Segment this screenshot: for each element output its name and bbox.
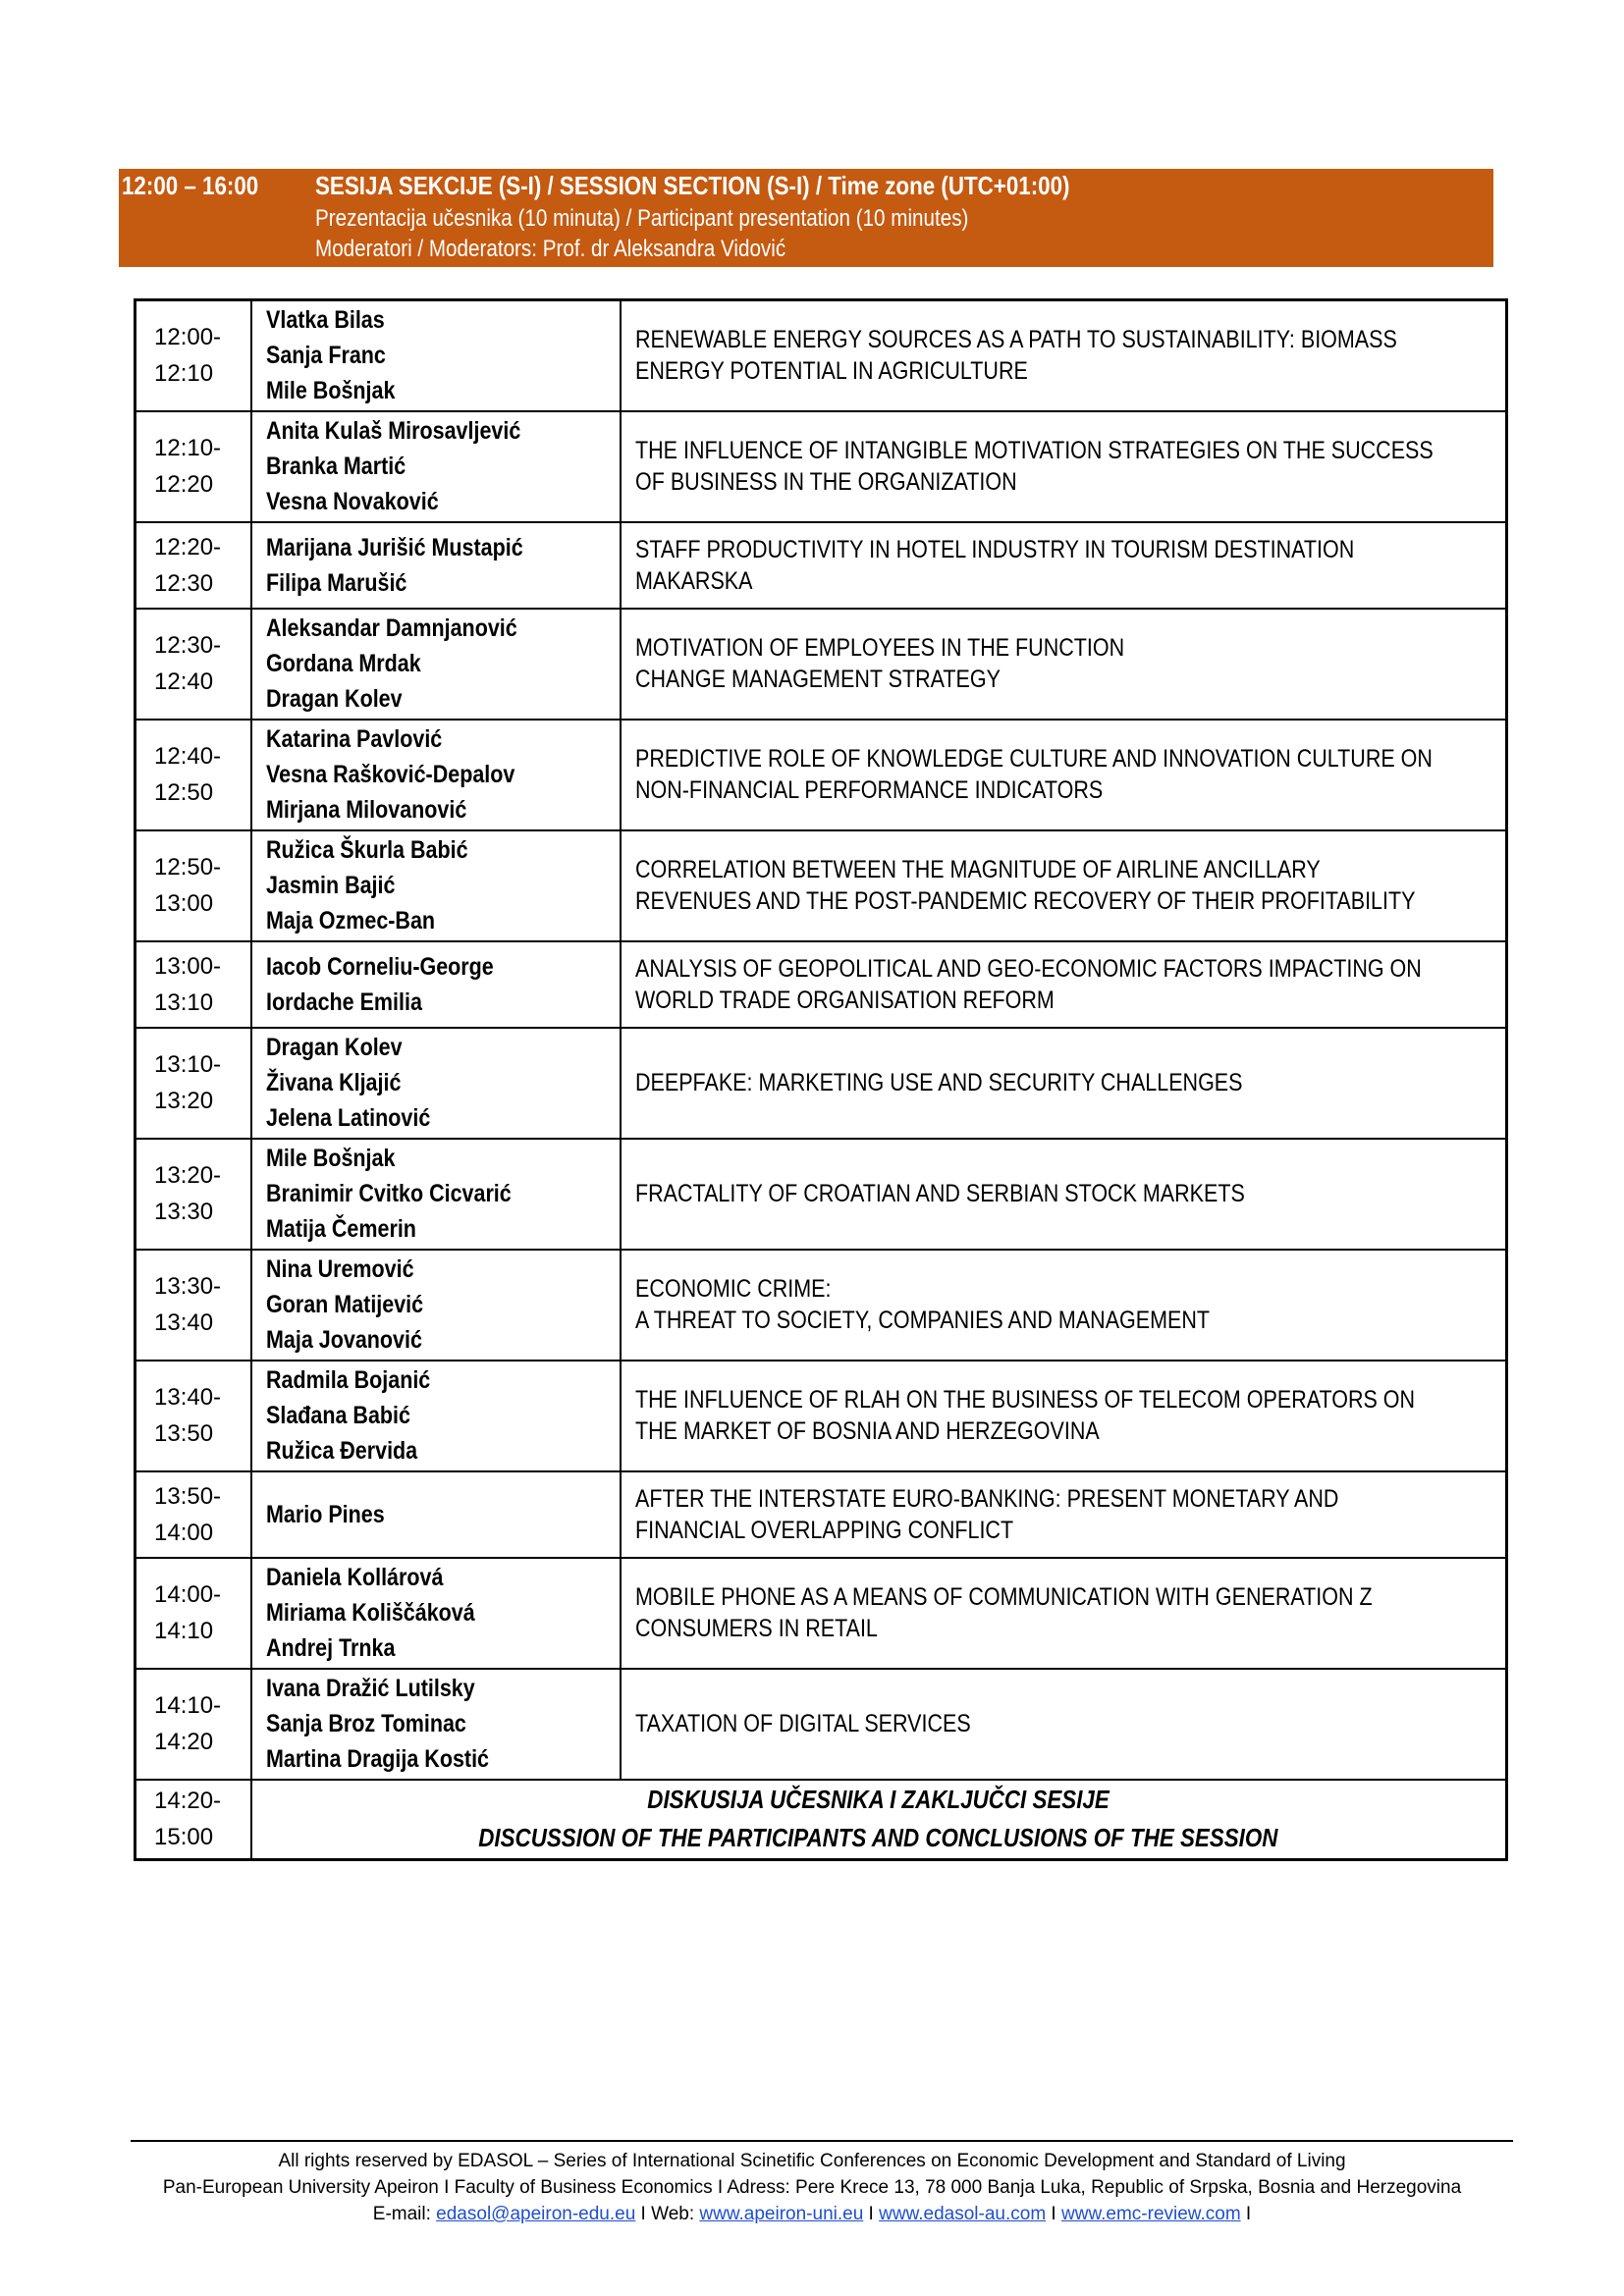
discussion-title-english: DISCUSSION OF THE PARTICIPANTS AND CONCLUSIONS OF THE SESSION	[478, 1823, 1278, 1853]
session-subtitle: Prezentacija učesnika (10 minuta) / Participant presentation (10 minutes)	[315, 205, 969, 232]
time-cell	[135, 1139, 251, 1250]
paper-title-cell	[621, 1028, 1507, 1139]
footer-separator: I	[863, 2204, 880, 2224]
paper-title-line: REVENUES AND THE POST-PANDEMIC RECOVERY OF THEIR PROFITABILITY	[634, 887, 1415, 915]
authors-cell	[251, 720, 621, 830]
author-name: Anita Kulaš Mirosavljević	[265, 417, 520, 445]
time-cell	[135, 1558, 251, 1669]
time-start: 12:40-	[154, 743, 222, 770]
authors-cell	[251, 522, 621, 609]
paper-title-cell	[621, 411, 1507, 522]
paper-title-line: A THREAT TO SOCIETY, COMPANIES AND MANAGEMENT	[634, 1307, 1210, 1334]
time-cell	[135, 720, 251, 830]
paper-title-cell	[621, 1361, 1507, 1471]
author-name: Daniela Kollárová	[265, 1564, 443, 1591]
paper-title-cell	[621, 522, 1507, 609]
schedule-row	[135, 1139, 1507, 1250]
paper-title-line: NON-FINANCIAL PERFORMANCE INDICATORS	[634, 776, 1103, 804]
time-start: 14:00-	[154, 1581, 222, 1608]
time-cell	[135, 1361, 251, 1471]
paper-title-line: FINANCIAL OVERLAPPING CONFLICT	[634, 1516, 1013, 1544]
author-name: Živana Kljajić	[265, 1069, 401, 1096]
footer-separator: I	[1240, 2204, 1252, 2224]
author-name: Ružica Đervida	[265, 1437, 417, 1465]
authors-cell	[251, 300, 621, 411]
discussion-row	[135, 1780, 1507, 1860]
paper-title-line: FRACTALITY OF CROATIAN AND SERBIAN STOCK MARKETS	[634, 1180, 1245, 1207]
authors-cell	[251, 830, 621, 941]
time-cell	[135, 1028, 251, 1139]
footer-separator: I	[1046, 2204, 1061, 2224]
time-start: 12:30-	[154, 632, 222, 659]
author-name: Ružica Škurla Babić	[265, 836, 468, 864]
author-name: Mile Bošnjak	[265, 377, 395, 405]
session-header	[119, 169, 1493, 267]
paper-title-line: ANALYSIS OF GEOPOLITICAL AND GEO-ECONOMIC FACTORS IMPACTING ON	[634, 954, 1422, 983]
time-end: 15:00	[154, 1824, 214, 1851]
time-cell	[135, 411, 251, 522]
time-cell	[135, 609, 251, 720]
paper-title-cell	[621, 609, 1507, 720]
time-start: 12:00-	[154, 324, 222, 351]
author-name: Vesna Novaković	[265, 488, 439, 515]
paper-title-cell	[621, 830, 1507, 941]
paper-title-line: DEEPFAKE: MARKETING USE AND SECURITY CHALLENGES	[634, 1069, 1242, 1096]
author-name: Sanja Broz Tominac	[265, 1710, 466, 1737]
time-end: 14:10	[154, 1618, 214, 1644]
time-end: 14:20	[154, 1729, 214, 1755]
author-name: Slađana Babić	[265, 1402, 410, 1429]
discussion-title-local: DISKUSIJA UČESNIKA I ZAKLJUČCI SESIJE	[647, 1785, 1110, 1815]
author-name: Matija Čemerin	[265, 1215, 416, 1243]
author-name: Aleksandar Damnjanović	[265, 614, 517, 642]
author-name: Goran Matijević	[265, 1291, 423, 1318]
paper-title-line: CHANGE MANAGEMENT STRATEGY	[634, 666, 1001, 693]
author-name: Radmila Bojanić	[265, 1366, 430, 1394]
author-name: Jelena Latinović	[265, 1104, 430, 1132]
paper-title-cell	[621, 941, 1507, 1028]
time-cell	[135, 941, 251, 1028]
time-end: 13:00	[154, 890, 214, 917]
author-name: Martina Dragija Kostić	[265, 1745, 489, 1773]
author-name: Filipa Marušić	[265, 568, 406, 597]
time-cell	[135, 830, 251, 941]
time-end: 13:30	[154, 1199, 214, 1225]
authors-cell	[251, 411, 621, 522]
paper-title-line: CONSUMERS IN RETAIL	[634, 1615, 878, 1642]
authors-cell	[251, 1139, 621, 1250]
time-end: 13:10	[154, 988, 214, 1016]
paper-title-line: THE MARKET OF BOSNIA AND HERZEGOVINA	[634, 1417, 1100, 1445]
paper-title-cell	[621, 1669, 1507, 1780]
paper-title-line: THE INFLUENCE OF RLAH ON THE BUSINESS OF TELECOM OPERATORS ON	[634, 1386, 1415, 1414]
author-name: Branimir Cvitko Cicvarić	[265, 1180, 512, 1207]
time-end: 12:40	[154, 668, 214, 695]
paper-title-line: AFTER THE INTERSTATE EURO-BANKING: PRESENT MONETARY AND	[634, 1484, 1338, 1513]
time-start: 13:20-	[154, 1162, 222, 1189]
time-end: 12:10	[154, 360, 214, 388]
paper-title-line: MAKARSKA	[634, 566, 752, 595]
author-name: Mile Bošnjak	[265, 1145, 395, 1172]
schedule-row	[135, 1669, 1507, 1780]
time-end: 14:00	[154, 1519, 214, 1546]
paper-title-line: OF BUSINESS IN THE ORGANIZATION	[634, 468, 1017, 496]
schedule-row	[135, 1028, 1507, 1139]
footer	[0, 2148, 1624, 2227]
paper-title-line: ECONOMIC CRIME:	[634, 1275, 831, 1303]
time-start: 13:00-	[154, 952, 222, 980]
author-name: Vlatka Bilas	[265, 306, 385, 335]
time-start: 12:10-	[154, 435, 222, 461]
footer-divider	[131, 2140, 1513, 2142]
footer-address: Pan-European University Apeiron I Faculty of Business Economics I Adress: Pere Krece 13, 78 000 Banja Luka, Republic of Srpska, Bosnia and Herzegovina	[162, 2177, 1462, 2198]
paper-title-cell	[621, 1250, 1507, 1361]
authors-cell	[251, 609, 621, 720]
author-name: Iacob Corneliu-George	[265, 952, 494, 981]
time-cell	[135, 1669, 251, 1780]
time-end: 12:20	[154, 471, 214, 498]
author-name: Dragan Kolev	[265, 1034, 403, 1061]
time-start: 13:30-	[154, 1273, 222, 1300]
paper-title-line: STAFF PRODUCTIVITY IN HOTEL INDUSTRY IN TOURISM DESTINATION	[634, 535, 1354, 563]
author-name: Andrej Trnka	[265, 1634, 395, 1662]
time-end: 13:50	[154, 1420, 214, 1447]
time-cell	[135, 1780, 251, 1860]
schedule-row	[135, 1250, 1507, 1361]
time-cell	[135, 300, 251, 411]
schedule-row	[135, 300, 1507, 411]
authors-cell	[251, 941, 621, 1028]
time-start: 14:10-	[154, 1692, 222, 1719]
email-label: E-mail:	[372, 2204, 437, 2224]
time-start: 14:20-	[154, 1788, 222, 1815]
schedule-row	[135, 830, 1507, 941]
paper-title-line: TAXATION OF DIGITAL SERVICES	[634, 1710, 971, 1737]
paper-title-line: ENERGY POTENTIAL IN AGRICULTURE	[634, 357, 1028, 386]
time-cell	[135, 522, 251, 609]
time-cell	[135, 1471, 251, 1558]
author-name: Nina Uremović	[265, 1255, 414, 1283]
author-name: Miriama Koliščáková	[265, 1599, 475, 1627]
paper-title-cell	[621, 720, 1507, 830]
time-cell	[135, 1250, 251, 1361]
authors-cell	[251, 1361, 621, 1471]
authors-cell	[251, 1028, 621, 1139]
email-link[interactable]: edasol@apeiron-edu.eu	[436, 2204, 636, 2224]
paper-title-line: THE INFLUENCE OF INTANGIBLE MOTIVATION STRATEGIES ON THE SUCCESS	[634, 437, 1434, 464]
session-title: SESIJA SEKCIJE (S-I) / SESSION SECTION (S-I) / Time zone (UTC+01:00)	[315, 171, 1070, 200]
time-start: 12:50-	[154, 854, 222, 881]
schedule-table	[134, 298, 1508, 1861]
time-start: 13:40-	[154, 1384, 222, 1411]
authors-cell	[251, 1250, 621, 1361]
author-name: Mirjana Milovanović	[265, 796, 466, 824]
author-name: Sanja Franc	[265, 342, 386, 370]
web-link-emc-review[interactable]: www.emc-review.com	[1061, 2204, 1241, 2224]
author-name: Marijana Jurišić Mustapić	[265, 533, 523, 561]
paper-title-cell	[621, 1471, 1507, 1558]
time-start: 12:20-	[154, 533, 222, 561]
authors-cell	[251, 1471, 621, 1558]
author-name: Maja Jovanović	[265, 1326, 422, 1354]
schedule-row	[135, 941, 1507, 1028]
schedule-row	[135, 522, 1507, 609]
footer-contacts	[0, 2201, 1624, 2227]
author-name: Jasmin Bajić	[265, 872, 395, 899]
author-name: Vesna Rašković-Depalov	[265, 761, 514, 788]
authors-cell	[251, 1669, 621, 1780]
time-start: 13:10-	[154, 1051, 222, 1078]
paper-title-line: PREDICTIVE ROLE OF KNOWLEDGE CULTURE AND INNOVATION CULTURE ON	[634, 745, 1433, 773]
paper-title-line: WORLD TRADE ORGANISATION REFORM	[634, 986, 1055, 1014]
schedule-row	[135, 411, 1507, 522]
paper-title-line: CORRELATION BETWEEN THE MAGNITUDE OF AIRLINE ANCILLARY	[634, 856, 1321, 883]
session-time: 12:00 – 16:00	[122, 171, 259, 200]
paper-title-line: MOBILE PHONE AS A MEANS OF COMMUNICATION WITH GENERATION Z	[634, 1583, 1373, 1611]
author-name: Gordana Mrdak	[265, 650, 421, 677]
author-name: Branka Martić	[265, 453, 406, 480]
author-name: Iordache Emilia	[265, 988, 422, 1016]
paper-title-line: MOTIVATION OF EMPLOYEES IN THE FUNCTION	[634, 634, 1124, 662]
footer-separator: I Web:	[635, 2204, 700, 2224]
schedule-row	[135, 1558, 1507, 1669]
paper-title-cell	[621, 300, 1507, 411]
time-end: 13:20	[154, 1088, 214, 1114]
author-name: Katarina Pavlović	[265, 725, 442, 753]
time-end: 13:40	[154, 1309, 214, 1336]
author-name: Maja Ozmec-Ban	[265, 907, 435, 934]
web-link-apeiron[interactable]: www.apeiron-uni.eu	[699, 2204, 864, 2224]
paper-title-line: RENEWABLE ENERGY SOURCES AS A PATH TO SUSTAINABILITY: BIOMASS	[634, 326, 1397, 354]
schedule-row	[135, 720, 1507, 830]
schedule-row	[135, 1471, 1507, 1558]
web-link-edasol[interactable]: www.edasol-au.com	[879, 2204, 1047, 2224]
session-moderators: Moderatori / Moderators: Prof. dr Aleksandra Vidović	[315, 236, 786, 262]
paper-title-cell	[621, 1558, 1507, 1669]
authors-cell	[251, 1558, 621, 1669]
paper-title-cell	[621, 1139, 1507, 1250]
discussion-cell	[251, 1780, 1507, 1860]
schedule-row	[135, 609, 1507, 720]
time-start: 13:50-	[154, 1482, 222, 1510]
footer-copyright: All rights reserved by EDASOL – Series of International Scinetific Conferences on Economic Development and Standard of Living	[278, 2151, 1346, 2171]
author-name: Mario Pines	[265, 1500, 385, 1528]
schedule-row	[135, 1361, 1507, 1471]
author-name: Ivana Dražić Lutilsky	[265, 1675, 475, 1702]
author-name: Dragan Kolev	[265, 685, 403, 713]
time-end: 12:50	[154, 779, 214, 806]
time-end: 12:30	[154, 569, 214, 597]
